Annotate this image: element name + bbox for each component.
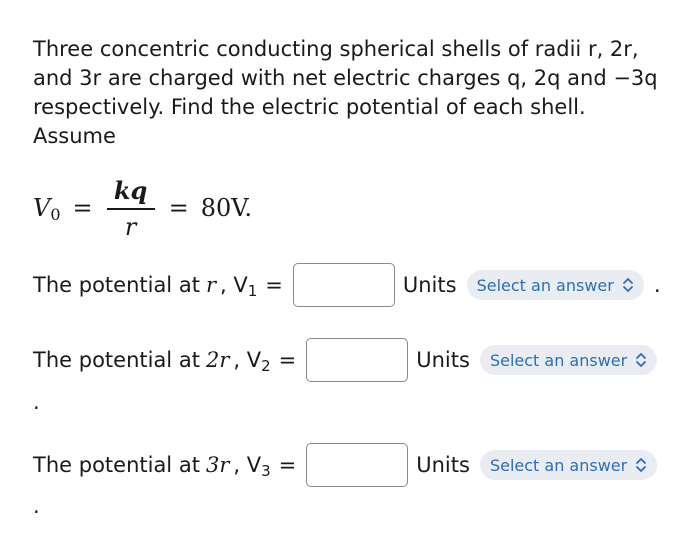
formula-value: 80V. bbox=[200, 194, 253, 222]
given-formula bbox=[33, 168, 252, 248]
formula-denominator: r bbox=[124, 212, 137, 241]
row-var bbox=[206, 348, 229, 372]
chevron-up-down-icon bbox=[622, 277, 634, 293]
units-label: Units bbox=[416, 453, 470, 477]
row-prefix: The potential at bbox=[33, 453, 200, 477]
row-sub: 1 bbox=[247, 282, 258, 300]
v2-answer-input[interactable] bbox=[306, 338, 408, 382]
question-text: Three concentric conducting spherical shells of radii r, 2r, and 3r are charged with net electric charges q, 2q and −3q respectively. Find the electric potential of each shell. Assume bbox=[33, 37, 658, 148]
potential-row-3 bbox=[33, 443, 657, 487]
formula-numerator: kq bbox=[113, 175, 148, 205]
formula-equals-2: = bbox=[168, 194, 189, 222]
row-2-trailing-period: . bbox=[33, 390, 40, 414]
chevron-up-down-icon bbox=[635, 457, 647, 473]
row-sub: 2 bbox=[261, 357, 271, 375]
potential-row-2 bbox=[33, 338, 657, 382]
units-label: Units bbox=[416, 348, 470, 372]
formula-lhs-var: V bbox=[33, 194, 51, 222]
row-equals: = bbox=[278, 348, 297, 372]
row-var bbox=[206, 453, 229, 477]
row-label: , V bbox=[233, 348, 262, 372]
row-label: , V bbox=[233, 453, 262, 477]
row-equals: = bbox=[265, 273, 283, 297]
formula-equals-1: = bbox=[72, 194, 93, 222]
row-equals: = bbox=[278, 453, 297, 477]
row-label: , V bbox=[219, 273, 248, 297]
units-label: Units bbox=[402, 273, 457, 297]
row-var-letter: r bbox=[219, 453, 230, 477]
row-coeff: 3 bbox=[205, 453, 220, 477]
formula-fraction bbox=[107, 176, 155, 241]
select-label: Select an answer bbox=[476, 275, 614, 295]
row-prefix: The potential at bbox=[33, 273, 200, 297]
row-var-letter: r bbox=[205, 273, 216, 297]
chevron-up-down-icon bbox=[635, 352, 647, 368]
select-label: Select an answer bbox=[489, 350, 628, 370]
v3-answer-input[interactable] bbox=[306, 443, 408, 487]
row-trailing-period: . bbox=[653, 273, 661, 297]
formula-lhs-sub: 0 bbox=[50, 204, 61, 224]
potential-row-1 bbox=[33, 263, 661, 307]
row-3-trailing-period: . bbox=[33, 494, 40, 518]
v1-units-select[interactable] bbox=[467, 270, 644, 300]
v1-answer-input[interactable] bbox=[293, 263, 395, 307]
row-coeff: 2 bbox=[205, 348, 220, 372]
row-prefix: The potential at bbox=[33, 348, 200, 372]
v3-units-select[interactable] bbox=[480, 450, 657, 480]
row-var bbox=[206, 273, 216, 297]
select-label: Select an answer bbox=[489, 455, 628, 475]
v2-units-select[interactable] bbox=[480, 345, 657, 375]
row-var-letter: r bbox=[219, 348, 230, 372]
row-sub: 3 bbox=[261, 462, 271, 480]
